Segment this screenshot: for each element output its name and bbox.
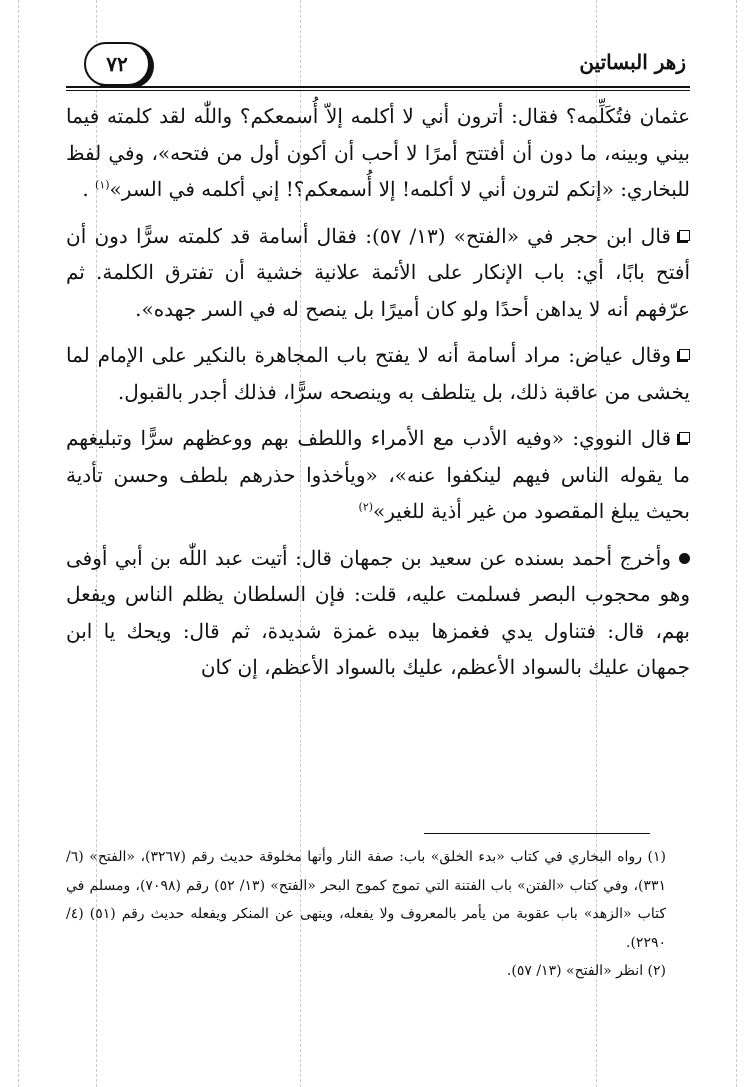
paragraph-3 [66,337,690,410]
paragraph-5-text: وأخرج أحمد بسنده عن سعيد بن جمهان قال: أتيت عبد اللّٰه بن أبي أوفى وهو محجوب البصر فسلمت عليه، قلت: فإن السلطان يظلم الناس ويفعل بهم، قال: فتناول يدي فغمزها بيده غمزة شديدة، ثم قال: ويحك يا ابن جمهان عليك بالسواد الأعظم، عليك بالسواد الأعظم، إن كان [66,545,690,679]
header-rule [66,86,690,88]
square-bullet-icon [679,230,690,241]
paragraph-1 [66,98,690,208]
page-number: ٧٢ [106,52,128,76]
header-rule-thin [66,90,690,91]
page-body [66,98,690,696]
running-title: زهر البساتين [579,50,686,74]
footnote-2: (٢) انظر «الفتح» (١٣/ ٥٧). [506,963,666,979]
page-header [66,38,690,90]
paragraph-1-end: . [82,177,89,201]
paragraph-4 [66,420,690,530]
paragraph-2-text: قال ابن حجر في «الفتح» (١٣/ ٥٧): فقال أسامة قد كلمته سرًّا دون أن أفتح بابًا، أي: باب الإنكار على الأئمة علانية خشية أن تفترق الكلمة. ثم عرّفهم أنه لا يداهن أحدًا ولو كان أميرًا بل ينصح له في السر جهده». [66,223,690,321]
footnotes [66,843,666,986]
round-bullet-icon [679,553,690,564]
paragraph-2 [66,218,690,328]
paragraph-5 [66,540,690,686]
footnote-ref-2: (٢) [358,500,374,514]
square-bullet-icon [679,349,690,360]
paragraph-1-text: عثمان فتُكَلِّمه؟ فقال: أترون أني لا أكلمه إلاّ أُسمعكم؟ واللّٰه لقد كلمته فيما بيني وبينه، ما دون أن أفتتح أمرًا لا أحب أن أكون أول من فتحه»، وفي لفظ للبخاري: «إنكم لترون أني لا أكلمه! إلا أُسمعكم؟! إني أكلمه في السر» [66,104,690,201]
footnote-1: (١) رواه البخاري في كتاب «بدء الخلق» باب: صفة النار وأنها مخلوقة حديث رقم (٣٢٦٧)، «الفتح» (٦/ ٣٣١)، وفي كتاب «الفتن» باب الفتنة التي تموج كموج البحر «الفتح» (١٣/ ٥٢) رقم (٧٠٩٨)، ومسلم في كتاب «الزهد» باب عقوبة من يأمر بالمعروف ولا يفعله، وينهى عن المنكر ويفعله حديث رقم (٥١) (٤/ ٢٢٩٠). [66,849,666,951]
footnote-separator [424,833,650,834]
footnote-ref-1: (١) [95,178,110,192]
paragraph-3-text: وقال عياض: مراد أسامة أنه لا يفتح باب المجاهرة بالنكير على الإمام لما يخشى من عاقبة ذلك، بل يتلطف به وينصحه سرًّا، فذلك أجدر بالقبول. [66,343,690,404]
paragraph-4-text: قال النووي: «وفيه الأدب مع الأمراء واللطف بهم ووعظهم سرًّا وتبليغهم ما يقوله الناس فيهم لينكفوا عنه»، «ويأخذوا حذرهم بلطف وحسن تأدية بحيث يبلغ المقصود من غير أذية للغير» [66,426,690,523]
page-number-badge [84,42,150,86]
square-bullet-icon [679,432,690,443]
